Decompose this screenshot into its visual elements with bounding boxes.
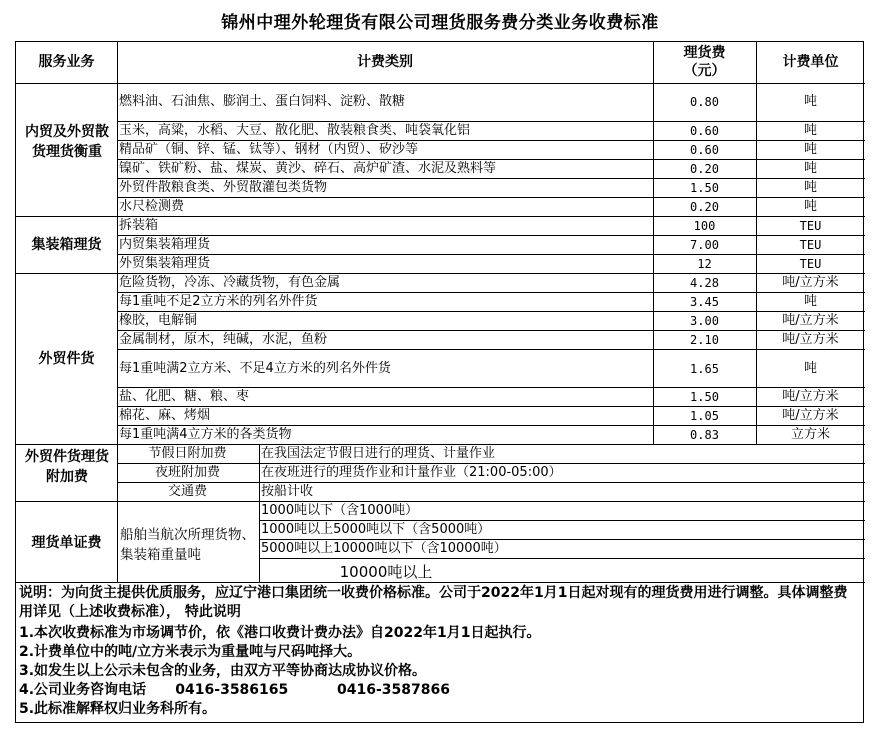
divider xyxy=(117,121,865,122)
table-row-item: 镍矿、铁矿粉、盐、煤炭、黄沙、碎石、高炉矿渣、水泥及熟料等 xyxy=(119,161,497,176)
header-category: 计费类别 xyxy=(357,54,413,70)
divider xyxy=(117,463,865,464)
surcharge-label: 交通费 xyxy=(167,484,207,499)
notes-item: 3.如发生以上公示未包含的业务，由双方平等协商达成协议价格。 xyxy=(19,663,427,679)
table-row-item: 内贸集装箱理货 xyxy=(119,237,211,252)
table-row-fee: 1.05 xyxy=(690,409,719,423)
surcharge-label: 节假日附加费 xyxy=(148,446,227,461)
fee-table xyxy=(15,41,864,723)
section-docfee-name: 理货单证费 xyxy=(31,535,102,551)
divider xyxy=(117,254,865,255)
surcharge-desc: 在夜班进行的理货作业和计量作业（21:00-05:00） xyxy=(261,465,562,480)
divider xyxy=(117,330,865,331)
divider xyxy=(117,197,865,198)
table-row-unit: 吨/立方米 xyxy=(782,275,839,290)
table-row-unit: 立方米 xyxy=(790,427,830,442)
divider xyxy=(117,42,118,582)
page-title: 锦州中理外轮理货有限公司理货服务费分类业务收费标准 xyxy=(221,13,659,33)
table-row-unit: 吨/立方米 xyxy=(782,313,839,328)
divider xyxy=(756,42,757,444)
table-row-fee: 4.28 xyxy=(690,276,719,290)
divider xyxy=(117,235,865,236)
divider xyxy=(117,406,865,407)
table-row-fee: 0.60 xyxy=(690,143,719,157)
divider xyxy=(16,83,865,84)
table-row-unit: 吨 xyxy=(803,94,817,109)
docfee-tier: 5000吨以上10000吨以下（含10000吨） xyxy=(261,541,507,556)
divider xyxy=(117,140,865,141)
docfee-tier: 1000吨以下（含1000吨） xyxy=(261,503,419,518)
divider xyxy=(259,520,865,521)
notes-item: 1.本次收费标准为市场调节价，依《港口收费计费办法》自2022年1月1日起执行。 xyxy=(19,625,541,641)
section-surcharge-name: 外贸件货理货附加费 xyxy=(25,449,109,485)
table-row-unit: 吨 xyxy=(803,294,817,309)
table-row-fee: 0.83 xyxy=(690,428,719,442)
divider xyxy=(259,558,865,559)
table-row-unit: 吨 xyxy=(803,199,817,214)
table-row-fee: 7.00 xyxy=(690,238,719,252)
header-business: 服务业务 xyxy=(38,54,95,70)
divider xyxy=(117,311,865,312)
table-row-item: 橡胶，电解铜 xyxy=(119,313,198,328)
notes-item: 2.计费单位中的吨/立方米表示为重量吨与尺码吨择大。 xyxy=(19,644,362,660)
table-row-fee: 2.10 xyxy=(690,333,719,347)
divider xyxy=(16,582,865,583)
table-row-item: 精品矿（铜、锌、锰、钛等）、钢材（内贸）、矽沙等 xyxy=(119,142,419,157)
section-bulk-name: 内贸及外贸散货理货衡重 xyxy=(25,124,109,160)
divider xyxy=(117,425,865,426)
divider xyxy=(259,444,260,582)
divider xyxy=(117,387,865,388)
table-row-item: 外贸件散粮食类、外贸散灌包类货物 xyxy=(119,180,328,195)
surcharge-desc: 在我国法定节假日进行的理货、计量作业 xyxy=(261,446,496,461)
divider xyxy=(653,42,654,444)
table-row-item: 棉花、麻、烤烟 xyxy=(119,408,211,423)
table-row-unit: 吨 xyxy=(803,142,817,157)
table-row-item: 每1重吨满2立方米、不足4立方米的列名外件货 xyxy=(119,361,391,376)
table-row-fee: 0.20 xyxy=(690,162,719,176)
divider xyxy=(16,216,865,217)
notes-explanation: 说明：为向货主提供优质服务，应辽宁港口集团统一收费价格标准。公司于2022年1月1日起对现有的理货费用进行调整。具体调整费用详见（上述收费标准）， 特此说明 xyxy=(19,585,848,620)
divider xyxy=(117,159,865,160)
table-row-fee: 1.50 xyxy=(690,181,719,195)
table-row-item: 金属制材，原木，纯碱，水泥，鱼粉 xyxy=(119,332,328,347)
docfee-tier: 10000吨以上 xyxy=(339,563,433,581)
table-row-fee: 3.45 xyxy=(690,295,719,309)
divider xyxy=(117,292,865,293)
table-row-item: 每1重吨满4立方米的各类货物 xyxy=(119,427,292,442)
table-row-item: 危险货物，冷冻、冷藏货物，有色金属 xyxy=(119,275,341,290)
table-row-item: 水尺检测费 xyxy=(119,199,185,214)
table-row-item: 每1重吨不足2立方米的列名外件货 xyxy=(119,294,318,309)
section-container-name: 集装箱理货 xyxy=(31,237,102,253)
divider xyxy=(16,273,865,274)
table-row-unit: 吨/立方米 xyxy=(782,389,839,404)
divider xyxy=(117,482,865,483)
table-row-unit: 吨/立方米 xyxy=(782,408,839,423)
table-row-unit: 吨 xyxy=(803,161,817,176)
table-row-item: 燃料油、石油焦、膨润土、蛋白饲料、淀粉、散糖 xyxy=(119,94,406,109)
docfee-tier: 1000吨以上5000吨以下（含5000吨） xyxy=(261,522,491,537)
surcharge-label: 夜班附加费 xyxy=(154,465,220,480)
divider xyxy=(117,178,865,179)
table-row-unit: 吨 xyxy=(803,180,817,195)
header-fee: 理货费 （元） xyxy=(683,45,726,79)
divider xyxy=(117,349,865,350)
table-row-unit: TEU xyxy=(799,257,822,271)
table-row-fee: 0.60 xyxy=(690,124,719,138)
table-row-fee: 1.65 xyxy=(690,362,719,376)
surcharge-desc: 按船计收 xyxy=(261,484,314,499)
section-breakbulk-name: 外贸件货 xyxy=(38,351,95,367)
notes-item: 4.公司业务咨询电话 0416-3586165 0416-3587866 xyxy=(19,682,450,698)
table-row-item: 外贸集装箱理货 xyxy=(119,256,211,271)
table-row-fee: 100 xyxy=(693,219,716,233)
table-row-unit: 吨 xyxy=(803,123,817,138)
table-row-unit: 吨 xyxy=(803,361,817,376)
divider xyxy=(16,444,865,445)
table-row-fee: 0.80 xyxy=(690,95,719,109)
table-row-item: 盐、化肥、糖、粮、枣 xyxy=(119,389,250,404)
table-row-item: 玉米，高粱，水稻、大豆、散化肥、散装粮食类、吨袋氧化铝 xyxy=(119,123,471,138)
docfee-label: 船舶当航次所理货物、集装箱重量吨 xyxy=(120,527,255,563)
table-row-unit: TEU xyxy=(799,238,822,252)
table-row-fee: 1.50 xyxy=(690,390,719,404)
table-row-item: 拆装箱 xyxy=(119,218,159,233)
divider xyxy=(16,501,865,502)
divider xyxy=(259,539,865,540)
header-unit: 计费单位 xyxy=(782,54,839,70)
notes-item: 5.此标准解释权归业务科所有。 xyxy=(19,701,217,717)
table-row-unit: 吨/立方米 xyxy=(782,332,839,347)
table-row-fee: 3.00 xyxy=(690,314,719,328)
table-row-fee: 0.20 xyxy=(690,200,719,214)
table-row-unit: TEU xyxy=(799,219,822,233)
table-row-fee: 12 xyxy=(697,257,712,271)
